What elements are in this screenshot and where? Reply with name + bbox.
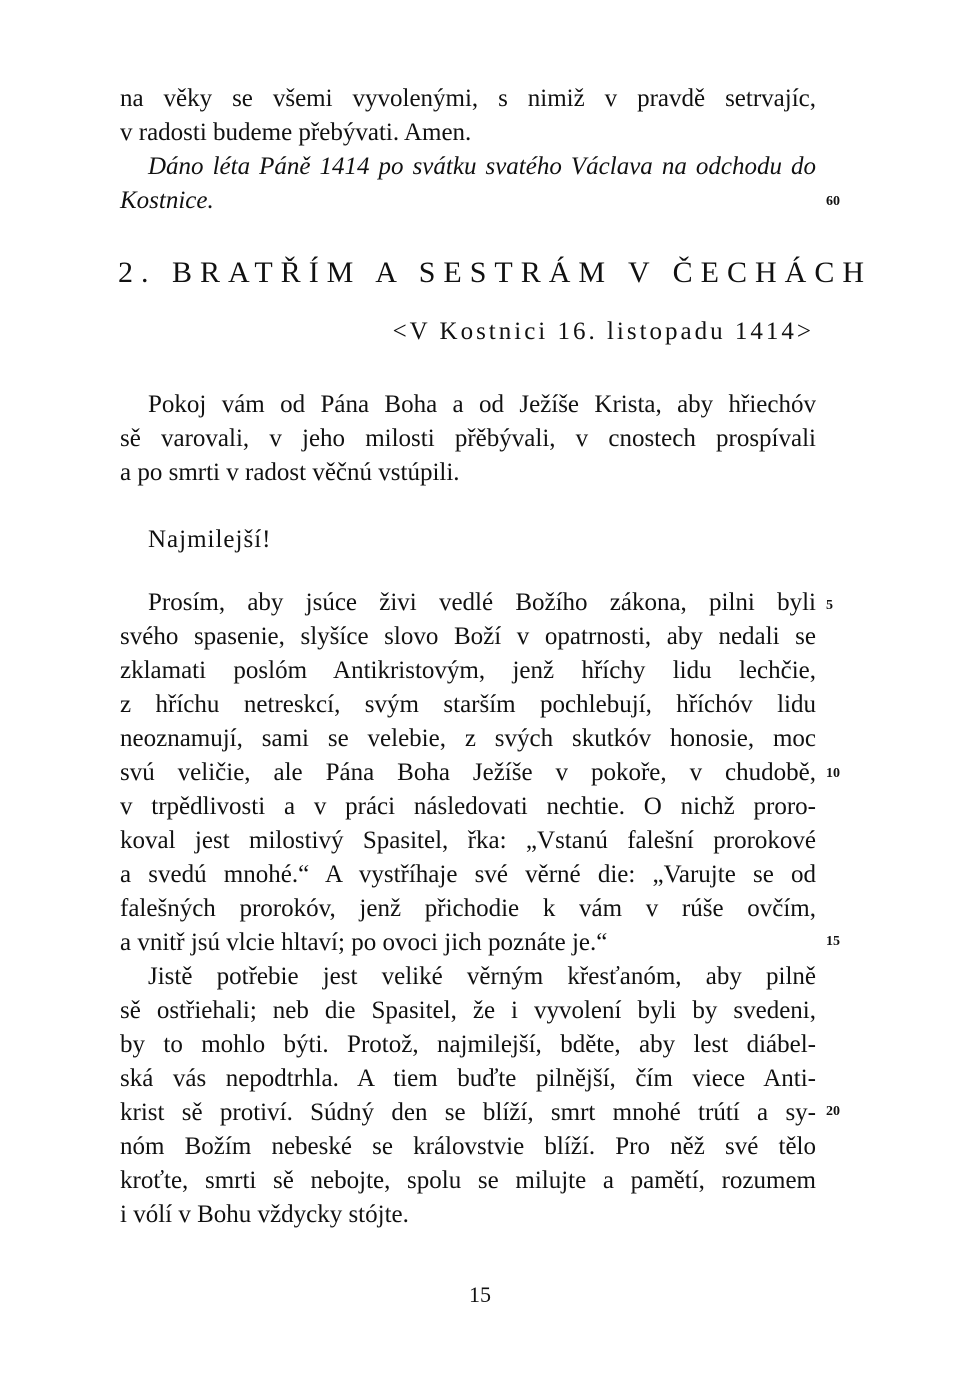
dated-line: Dáno léta Páně 1414 po svátku svatého Václava na odchodu do — [148, 153, 816, 180]
body-line: koval jest milostivý Spasitel, řka: „Vstanú falešní prorokové — [120, 827, 816, 854]
greeting: Najmilejší! — [148, 526, 272, 553]
body-line: Jistě potřebie jest veliké věrným křesťanóm, aby pilně — [148, 963, 816, 990]
page-number: 15 — [469, 1282, 491, 1307]
body-line: a vnitř jsú vlcie hltaví; po ovoci jich poznáte je.“ — [120, 929, 608, 956]
letter-heading: 2. BRATŘÍM A SESTRÁM V ČECHÁCH — [118, 256, 873, 289]
body-line: i vólí v Bohu vždycky stójte. — [120, 1201, 409, 1228]
line-number: 5 — [826, 598, 833, 613]
body-line: ská vás nepodtrhla. A tiem buďte pilnější, čím viece Anti- — [120, 1065, 816, 1092]
text-line: na věky se všemi vyvolenými, s nimiž v pravdě setrvajíc, — [120, 85, 816, 112]
body-line: Prosím, aby jsúce živi vedlé Božího zákona, pilni byli — [148, 589, 816, 616]
line-number: 60 — [826, 194, 840, 209]
body-line: sě ostřiehali; neb die Spasitel, že i vyvolení byli by svedeni, — [120, 997, 816, 1024]
salutation-line: Pokoj vám od Pána Boha a od Ježíše Krista, aby hřiechóv — [148, 391, 816, 418]
body-line: z hříchu netreskcí, svým starším pochlebují, hříchóv lidu — [120, 691, 816, 718]
body-line: krist sě protiví. Súdný den se blíží, smrt mnohé trútí a sy- — [120, 1099, 816, 1126]
body-line: svého spasenie, slyšíce slovo Boží v opatrnosti, aby nedali se — [120, 623, 816, 650]
letter-dateline: <V Kostnici 16. listopadu 1414> — [392, 318, 814, 345]
line-number: 15 — [826, 934, 840, 949]
body-line: v trpědlivosti a v práci následovati nechtie. O nichž proro- — [120, 793, 816, 820]
line-number: 10 — [826, 766, 840, 781]
line-number: 20 — [826, 1104, 840, 1119]
body-line: neoznamují, sami se velebie, z svých skutkóv honosie, moc — [120, 725, 816, 752]
salutation-line: sě varovali, v jeho milosti přěbývali, v cnostech prospívali — [120, 425, 816, 452]
dated-line: Kostnice. — [120, 187, 214, 214]
body-line: svú veličie, ale Pána Boha Ježíše v pokoře, v chudobě, — [120, 759, 816, 786]
text-line: v radosti budeme přebývati. Amen. — [120, 119, 472, 146]
body-line: zklamati poslóm Antikristovým, jenž hříchy lidu lechčie, — [120, 657, 816, 684]
salutation-line: a po smrti v radost věčnú vstúpili. — [120, 459, 460, 486]
body-line: by to mohlo býti. Protož, najmilejší, bděte, aby lest diábel- — [120, 1031, 816, 1058]
body-line: a svedú mnohé.“ A vystříhaje své věrné die: „Varujte se od — [120, 861, 816, 888]
body-line: kroťte, smrti sě nebojte, spolu se milujte a pamětí, rozumem — [120, 1167, 816, 1194]
body-line: nóm Božím nebeské se královstvie blíží. Pro něž své tělo — [120, 1133, 816, 1160]
body-line: falešných prorokóv, jenž přichodie k vám v rúše ovčím, — [120, 895, 816, 922]
